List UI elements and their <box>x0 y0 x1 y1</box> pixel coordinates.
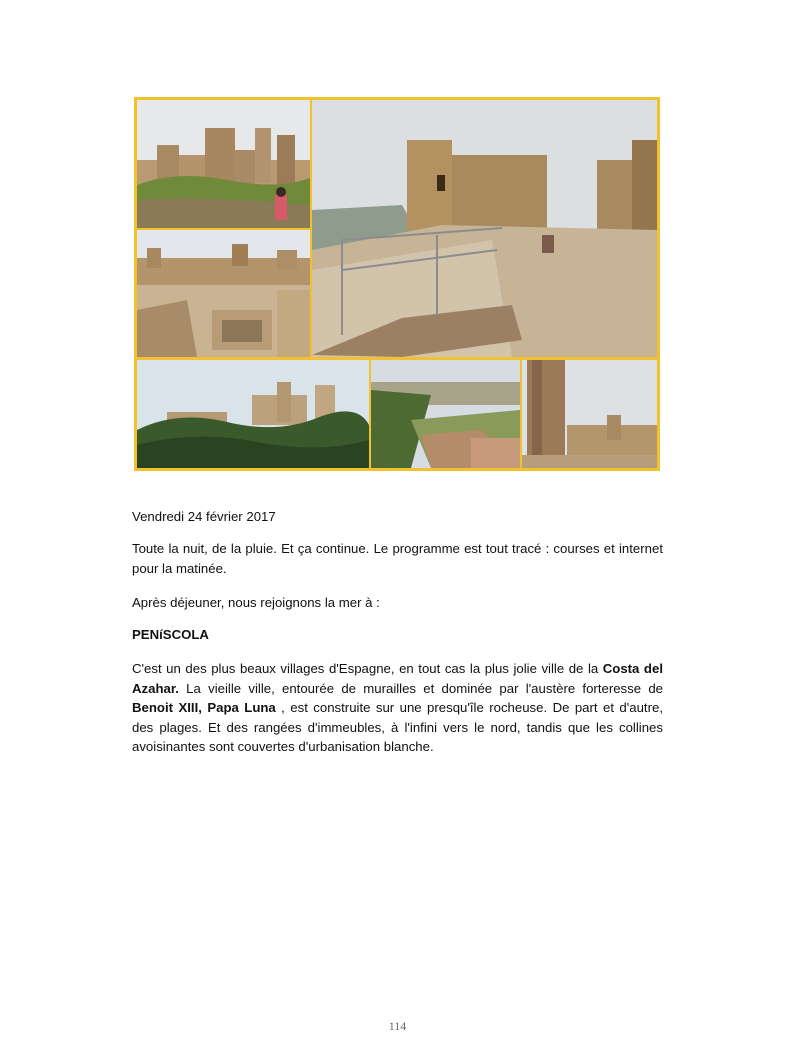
photo-courtyard-ruins <box>137 230 310 357</box>
date-line: Vendredi 24 février 2017 <box>132 509 276 524</box>
photo-collage <box>134 97 660 471</box>
bold-costa-azahar: Costa del Azahar. <box>132 661 663 696</box>
paragraph-peniscola: C'est un des plus beaux villages d'Espagne, en tout cas la plus jolie ville de la Costa del Azahar. La vieille ville, entourée de murailles et dominée par l'austère forteresse de Benoit XIII, Papa Luna , est construite sur une presqu'île rocheuse. De part et d'autre, des plages. Et des rangées d'immeubles, à l'infini vers le nord, tandis que les collines avoisinantes sont couvertes d'urbanisation blanche. <box>132 661 663 754</box>
bold-benoit: Benoit XIII, Papa Luna <box>132 700 276 715</box>
page-number: 114 <box>388 1019 407 1033</box>
photo-castle-hill <box>137 360 369 468</box>
section-heading: PENíSCOLA <box>132 627 209 642</box>
photo-castle-towers <box>137 100 310 228</box>
paragraph-destination: Après déjeuner, nous rejoignons la mer à : <box>132 595 380 610</box>
paragraph-weather: Toute la nuit, de la pluie. Et ça continue. Le programme est tout tracé : courses et internet pour la matinée. <box>132 541 663 576</box>
photo-ruined-wall <box>522 360 657 468</box>
photo-fortress-keep <box>312 100 657 357</box>
photo-valley-view <box>371 360 520 468</box>
